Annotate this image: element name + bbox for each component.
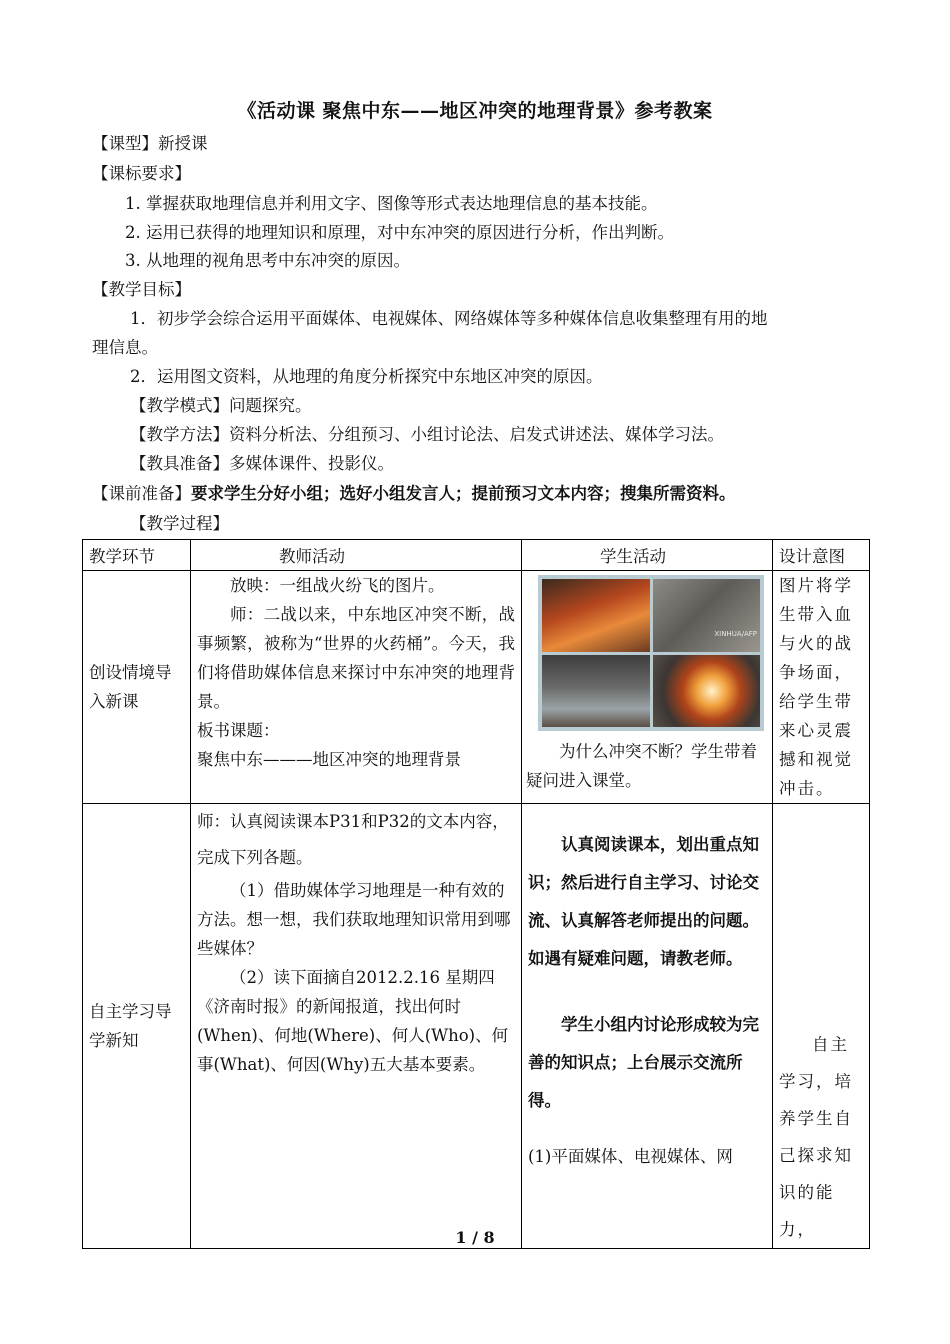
intent-text: 自主学习，培养学生自己探求知识的能力， [779, 1035, 853, 1239]
teacher-text: 师：二战以来，中东地区冲突不断，战事频繁，被称为“世界的火药桶”。今天，我们将借助媒体信息来探讨中东冲突的地理背景。 [197, 605, 515, 711]
stage-cell [83, 804, 191, 1249]
lesson-type: 【课型】新授课 [92, 134, 208, 153]
goals-heading: 【教学目标】 [92, 280, 191, 299]
student-activity-cell [522, 804, 773, 1249]
teacher-text: 师：认真阅读课本P31和P32的文本内容，完成下列各题。 [197, 812, 509, 867]
table-row [83, 804, 870, 1249]
student-text: 学生小组内讨论形成较为完善的知识点；上台展示交流所得。 [528, 1015, 759, 1110]
goal-item-continued: 理信息。 [92, 338, 158, 357]
header-stage: 教学环节 [83, 540, 191, 571]
document-title: 《活动课 聚焦中东——地区冲突的地理背景》参考教案 [237, 100, 713, 122]
stage-cell [83, 571, 191, 804]
teaching-process-table [82, 539, 870, 1249]
teacher-text: （2）读下面摘自2012.2.16 星期四《济南时报》的新闻报道，找出何时(When)、何地(Where)、何人(Who)、何事(What)、何因(Why)五大基本要素。 [197, 968, 509, 1074]
standard-item: 1. 掌握获取地理信息并利用文字、图像等形式表达地理信息的基本技能。 [125, 194, 658, 213]
class-preparation [92, 480, 736, 504]
process-heading: 【教学过程】 [130, 514, 229, 533]
student-text: (1)平面媒体、电视媒体、网 [528, 1147, 733, 1166]
rubble-photo [653, 579, 761, 652]
header-design-intent: 设计意图 [773, 540, 870, 571]
header-student-activity: 学生活动 [522, 540, 773, 571]
teacher-text: 放映：一组战火纷飞的图片。 [230, 576, 445, 595]
photo-watermark: XINHUA/AFP [714, 629, 757, 638]
student-text: 认真阅读课本，划出重点知识；然后进行自主学习、讨论交流、认真解答老师提出的问题。如遇有疑难问题，请教老师。 [528, 835, 759, 968]
teacher-text: （1）借助媒体学习地理是一种有效的方法。想一想，我们获取地理知识常用到哪些媒体？ [197, 881, 511, 958]
teaching-tools: 【教具准备】多媒体课件、投影仪。 [130, 454, 394, 473]
standards-heading: 【课标要求】 [92, 164, 191, 183]
smoke-street-photo [542, 655, 650, 728]
design-intent-cell [773, 804, 870, 1249]
goal-item: 1．初步学会综合运用平面媒体、电视媒体、网络媒体等多种媒体信息收集整理有用的地 [130, 309, 768, 328]
burning-tank-photo [542, 579, 650, 652]
class-preparation-label: 【课前准备】 [92, 484, 191, 503]
goal-item: 2．运用图文资料，从地理的角度分析探究中东地区冲突的原因。 [130, 367, 603, 386]
explosion-photo [653, 655, 761, 728]
table-row [83, 571, 870, 804]
teacher-text: 板书课题： [197, 721, 280, 740]
war-photos-image [538, 575, 764, 731]
teaching-method: 【教学方法】资料分析法、分组预习、小组讨论法、启发式讲述法、媒体学习法。 [130, 425, 724, 444]
student-activity-cell [522, 571, 773, 804]
stage-label: 创设情境导入新课 [89, 663, 172, 711]
stage-label: 自主学习导学新知 [89, 1002, 172, 1050]
teacher-activity-cell [191, 571, 522, 804]
standard-item: 3. 从地理的视角思考中东冲突的原因。 [125, 251, 410, 270]
teacher-activity-cell [191, 804, 522, 1249]
intent-text: 图片将学生带入血与火的战争场面，给学生带来心灵震撼和视觉冲击。 [779, 576, 853, 798]
table-header-row [83, 540, 870, 571]
standard-item: 2. 运用已获得的地理知识和原理，对中东冲突的原因进行分析，作出判断。 [125, 223, 674, 242]
class-preparation-text: 要求学生分好小组；选好小组发言人；提前预习文本内容；搜集所需资料。 [191, 484, 736, 503]
student-text: 为什么冲突不断？学生带着疑问进入课堂。 [526, 742, 757, 790]
teacher-text: 聚焦中东———地区冲突的地理背景 [197, 750, 461, 769]
header-teacher-activity: 教师活动 [191, 540, 522, 571]
design-intent-cell [773, 571, 870, 804]
page-number: 1 / 8 [455, 1228, 495, 1247]
teaching-mode: 【教学模式】问题探究。 [130, 396, 312, 415]
